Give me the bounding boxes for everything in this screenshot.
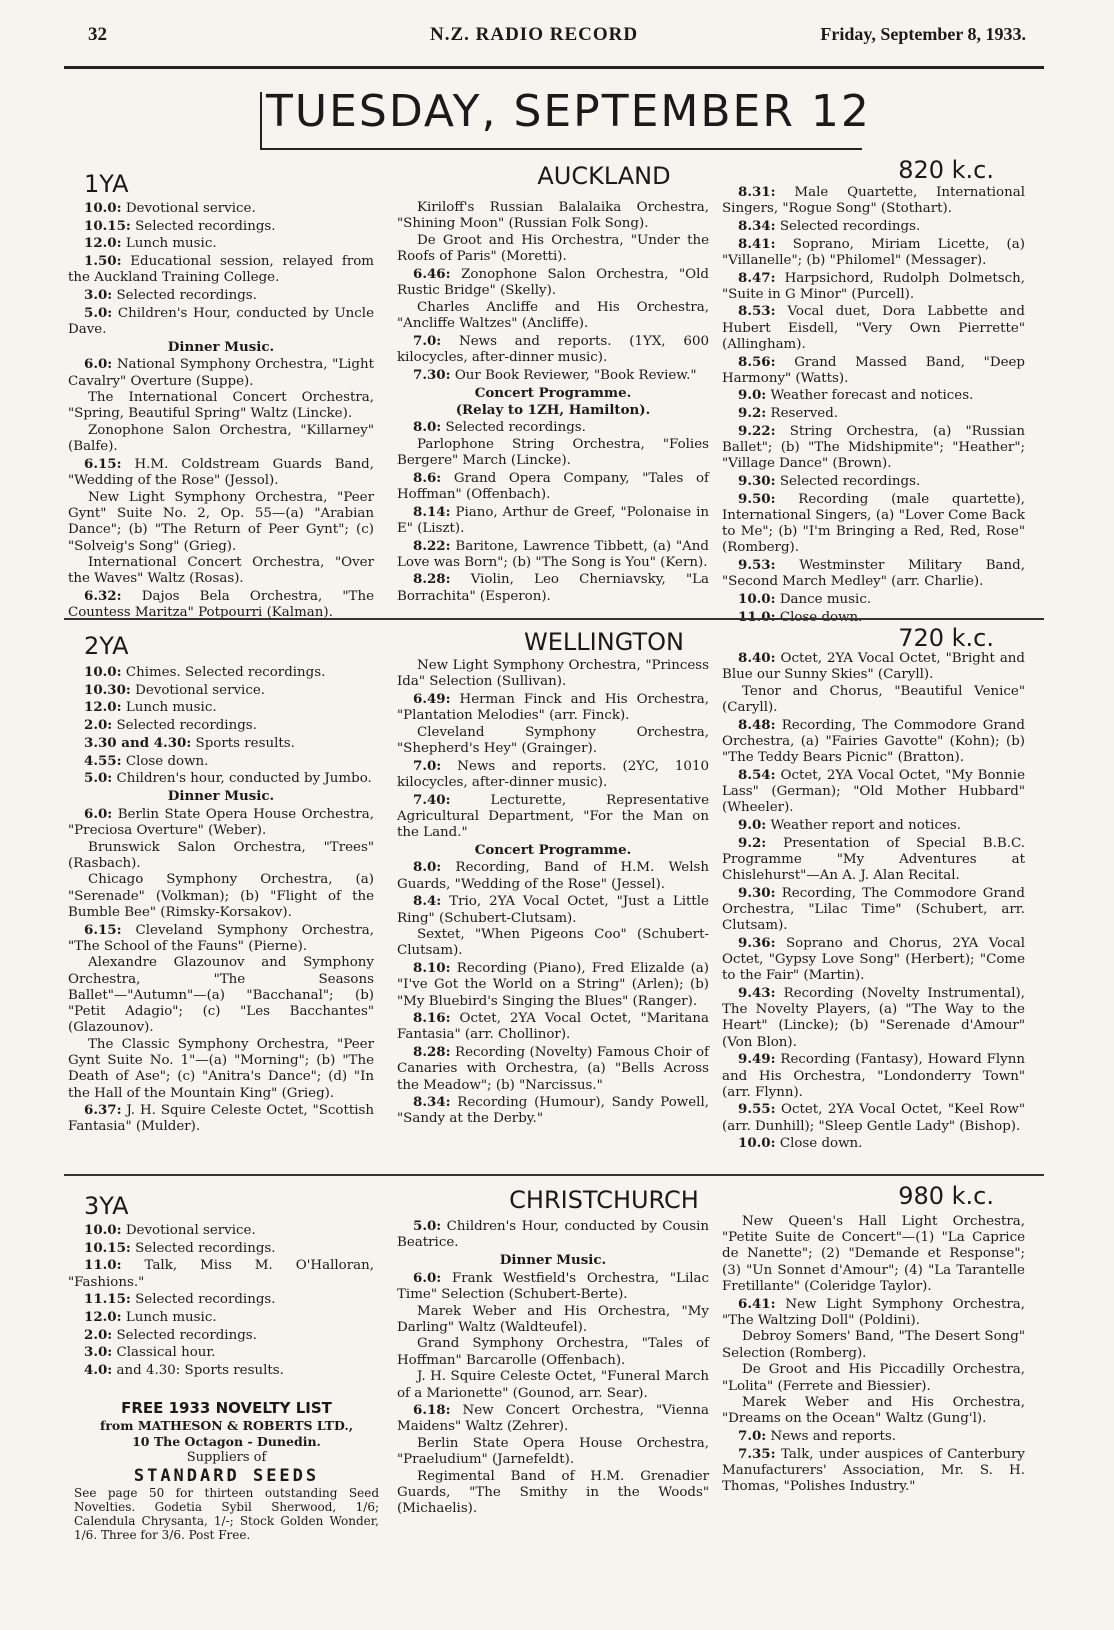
program-item: [68, 287, 374, 304]
program-time: 1.50:: [84, 253, 122, 270]
program-item: [68, 1240, 374, 1257]
section-divider: [64, 618, 1044, 620]
program-time: 8.6:: [413, 469, 442, 486]
program-time: 10.0:: [738, 590, 776, 607]
program-description: Zonophone Salon Orchestra, "Old Rustic Bridge" (Skelly).: [397, 266, 709, 299]
seed-advertisement: [74, 1400, 379, 1542]
ad-suppliers-line: Suppliers of: [186, 1450, 267, 1465]
program-item: [68, 1102, 374, 1135]
program-description: Soprano and Chorus, 2YA Vocal Octet, "Gypsy Love Song" (Herbert); "Come to the Fair" (Martin).: [722, 935, 1025, 984]
program-column: [722, 650, 1025, 1153]
program-description: Octet, 2YA Vocal Octet, "Bright and Blue our Sunny Skies" (Caryll).: [722, 651, 1025, 683]
program-description: Grand Massed Band, "Deep Harmony" (Watts).: [722, 354, 1025, 386]
program-item: [722, 717, 1025, 767]
program-time: 8.48:: [738, 716, 776, 733]
program-description: Close down.: [775, 609, 863, 625]
program-description: Recording (male quartette), International Singers, (a) "Lover Come Back to Me"; (b) "I'm Bringing a Red, Red, Rose" (Romberg).: [722, 491, 1025, 556]
program-description: Frank Westfield's Orchestra, "Lilac Time" Selection (Schubert-Berte).: [397, 1270, 709, 1302]
program-description: Devotional service.: [121, 1223, 256, 1238]
program-item: [397, 1044, 709, 1094]
program-item: [722, 985, 1025, 1051]
program-item: [397, 1402, 709, 1435]
program-item: [722, 767, 1025, 817]
publication-name: N.Z. RADIO RECORD: [430, 24, 639, 45]
program-description: Presentation of Special B.B.C. Programme "My Adventures at Chislehurst"—An A. J. Alan Recital.: [722, 835, 1025, 884]
program-description: Baritone, Lawrence Tibbett, (a) "And Love was Born"; (b) "The Song is You" (Kern).: [397, 538, 709, 570]
program-item: [68, 588, 374, 621]
program-description: Selected recordings.: [112, 718, 257, 734]
program-item: New Light Symphony Orchestra, "Princess Ida" Selection (Sullivan).: [397, 658, 709, 690]
ad-headline: FREE 1933 NOVELTY LIST: [121, 1399, 332, 1417]
program-description: Piano, Arthur de Greef, "Polonaise in E" (Liszt).: [397, 504, 709, 536]
program-item: [68, 922, 374, 955]
program-description: Harpsichord, Rudolph Dolmetsch, "Suite in G Minor" (Purcell).: [722, 270, 1025, 302]
program-item: Tenor and Chorus, "Beautiful Venice" (Caryll).: [722, 683, 1025, 716]
program-item: [397, 1218, 709, 1251]
program-description: Children's Hour, conducted by Uncle Dave.: [68, 305, 374, 337]
program-description: New Light Symphony Orchestra, "The Waltzing Doll" (Poldini).: [722, 1296, 1025, 1328]
program-description: Soprano, Miriam Licette, (a) "Villanelle"; (b) "Philomel" (Messager).: [722, 236, 1025, 268]
program-item: [68, 664, 374, 681]
program-item: [397, 1010, 709, 1043]
program-description: Dance music.: [775, 591, 872, 607]
program-column: [722, 184, 1025, 626]
program-item: [722, 1051, 1025, 1101]
program-item: [722, 1135, 1025, 1152]
program-subheading: Concert Programme.: [474, 842, 632, 859]
program-time: 3.30 and 4.30:: [84, 734, 192, 751]
program-description: Our Book Reviewer, "Book Review.": [450, 367, 697, 383]
program-item: [68, 253, 374, 286]
program-time: 9.0:: [738, 817, 767, 834]
program-item: Grand Symphony Orchestra, "Tales of Hoffman" Barcarolle (Offenbach).: [397, 1336, 709, 1368]
program-time: 6.18:: [413, 1402, 451, 1419]
program-item: [68, 218, 374, 235]
program-description: Selected recordings.: [775, 218, 921, 234]
program-description: String Orchestra, (a) "Russian Ballet"; (b) "The Midshipmite"; "Heather"; "Village Dance" (Brown).: [722, 423, 1025, 472]
program-item: [722, 1446, 1025, 1496]
program-description: News and reports. (1YX, 600 kilocycles, after-dinner music).: [397, 333, 709, 365]
program-time: 6.49:: [413, 690, 451, 707]
program-time: 6.32:: [84, 588, 122, 605]
program-time: 7.0:: [413, 757, 442, 774]
program-description: Selected recordings.: [112, 288, 257, 304]
program-time: 2.0:: [84, 717, 113, 734]
program-item: [68, 456, 374, 489]
program-item: [397, 691, 709, 724]
ad-company: from MATHESON & ROBERTS LTD.,: [99, 1418, 354, 1433]
program-time: 10.0:: [84, 1222, 122, 1238]
program-time: 6.37:: [84, 1102, 122, 1119]
program-time: 9.43:: [738, 985, 776, 1002]
header-rule: [64, 66, 1044, 69]
program-time: 9.2:: [738, 405, 767, 422]
program-time: 8.22:: [413, 537, 451, 554]
program-item: [68, 1257, 374, 1290]
program-time: 7.0:: [738, 1428, 767, 1445]
station-frequency: 820 k.c.: [898, 156, 994, 184]
program-time: 11.0:: [84, 1257, 122, 1274]
program-time: 6.0:: [413, 1269, 442, 1286]
program-item: [68, 717, 374, 734]
program-item: [68, 1309, 374, 1326]
program-time: 9.50:: [738, 490, 776, 507]
program-time: 8.41:: [738, 235, 776, 252]
program-time: 4.55:: [84, 752, 122, 769]
program-description: Herman Finck and His Orchestra, "Plantation Melodies" (arr. Finck).: [397, 691, 709, 724]
program-description: News and reports.: [766, 1429, 897, 1445]
program-item: [68, 1291, 374, 1308]
program-description: Talk, under auspices of Canterbury Manufacturers' Association, Mr. S. H. Thomas, "Polishes Industry.": [722, 1446, 1025, 1495]
program-description: Recording (Novelty Instrumental), The Novelty Players, (a) "The Way to the Heart" (Lincke); (b) "Serenade d'Amour" (Von Blon).: [722, 986, 1025, 1050]
program-item: [722, 835, 1025, 885]
program-description: National Symphony Orchestra, "Light Cavalry" Overture (Suppe).: [68, 357, 374, 389]
program-description: Recording (Piano), Fred Elizalde (a) "I've Got the World on a String" (Arlen); (b) "My Bluebird's Singing the Blues" (Ranger).: [397, 961, 709, 1009]
program-description: Sports results.: [191, 735, 295, 751]
program-item: [397, 367, 709, 384]
program-item: Parlophone String Orchestra, "Folies Bergere" March (Lincke).: [397, 436, 709, 469]
program-time: 8.31:: [738, 184, 776, 200]
program-item: [722, 236, 1025, 269]
program-item: [68, 753, 374, 770]
program-description: Recording (Humour), Sandy Powell, "Sandy at the Derby.": [397, 1095, 709, 1127]
program-time: 6.41:: [738, 1295, 776, 1312]
program-time: 8.28:: [413, 1044, 451, 1061]
program-item: Sextet, "When Pigeons Coo" (Schubert-Clutsam).: [397, 927, 709, 959]
program-description: Reserved.: [766, 406, 839, 422]
program-description: Classical hour.: [112, 1345, 216, 1361]
program-description: Selected recordings.: [130, 1240, 276, 1256]
program-time: 7.40:: [413, 791, 451, 808]
program-description: Lunch music.: [121, 236, 217, 252]
program-description: Close down.: [121, 753, 209, 769]
program-time: 10.0:: [84, 200, 122, 216]
program-subheading: Dinner Music.: [167, 788, 275, 805]
program-time: 8.28:: [413, 571, 451, 588]
program-description: News and reports. (2YC, 1010 kilocycles, after-dinner music).: [397, 758, 709, 790]
station-city: CHRISTCHURCH: [509, 1186, 699, 1214]
program-description: Octet, 2YA Vocal Octet, "Keel Row" (arr. Dunhill); "Sleep Gentle Lady" (Bishop).: [722, 1102, 1025, 1134]
program-description: Male Quartette, International Singers, "Rogue Song" (Stothart).: [722, 185, 1025, 217]
program-item: Chicago Symphony Orchestra, (a) "Serenade" (Volkman); (b) "Flight of the Bumble Bee" (Rimsky-Korsakov).: [68, 872, 374, 920]
program-item: De Groot and His Piccadilly Orchestra, "Lolita" (Ferrete and Biessier).: [722, 1362, 1025, 1394]
program-time: 11.15:: [84, 1291, 131, 1308]
program-time: 12.0:: [84, 1309, 122, 1326]
program-item: [397, 758, 709, 791]
program-item: [68, 770, 374, 787]
program-time: 8.4:: [413, 893, 442, 910]
program-description: J. H. Squire Celeste Octet, "Scottish Fantasia" (Mulder).: [68, 1103, 374, 1135]
program-time: 8.0:: [413, 859, 442, 876]
program-item: [722, 218, 1025, 235]
program-item: [722, 650, 1025, 683]
program-description: Weather report and notices.: [766, 818, 962, 834]
station-city: WELLINGTON: [524, 628, 684, 656]
program-time: 9.22:: [738, 422, 776, 439]
program-item: Debroy Somers' Band, "The Desert Song" Selection (Romberg).: [722, 1329, 1025, 1361]
program-time: 9.30:: [738, 884, 776, 901]
program-description: Devotional service.: [130, 682, 266, 698]
program-description: Berlin State Opera House Orchestra, "Preciosa Overture" (Weber).: [68, 806, 374, 838]
program-item: [397, 893, 709, 926]
program-item: [68, 699, 374, 716]
program-time: 10.15:: [84, 1239, 131, 1256]
program-time: 6.15:: [84, 456, 122, 473]
program-item: [397, 1094, 709, 1127]
program-description: Recording, The Commodore Grand Orchestra, "Lilac Time" (Schubert, arr. Clutsam).: [722, 885, 1025, 934]
program-description: New Concert Orchestra, "Vienna Maidens" Waltz (Zehrer).: [397, 1403, 709, 1435]
program-item: [722, 557, 1025, 590]
program-item: [397, 470, 709, 503]
program-subheading: (Relay to 1ZH, Hamilton).: [455, 401, 651, 418]
program-time: 7.30:: [413, 366, 451, 383]
program-time: 9.30:: [738, 472, 776, 489]
day-title-frame: [260, 86, 871, 150]
ad-offer: See page 50 for thirteen outstanding Seed Novelties. Godetia Sybil Sherwood, 1/6; Calendula Chrysanta, 1/-; Stock Golden Wonder, 1/6. Three for 3/6. Post Free.: [74, 1486, 379, 1542]
program-column: [397, 200, 709, 605]
program-time: 11.0:: [738, 608, 776, 625]
program-item: [397, 571, 709, 604]
program-item: [68, 806, 374, 839]
program-time: 8.34:: [413, 1094, 451, 1111]
program-item: [68, 682, 374, 699]
program-item: New Light Symphony Orchestra, "Peer Gynt" Suite No. 2, Op. 55—(a) "Arabian Dance"; (b) "The Return of Peer Gynt"; (c) "Solveig's Song" (Grieg).: [68, 489, 374, 554]
program-item: J. H. Squire Celeste Octet, "Funeral March of a Marionette" (Gounod, arr. Sear).: [397, 1369, 709, 1401]
program-item: The Classic Symphony Orchestra, "Peer Gynt Suite No. 1"—(a) "Morning"; (b) "The Death of Ase"; (c) "Anitra's Dance"; (d) "In the Hall of the Mountain King" (Grieg).: [68, 1036, 374, 1101]
station-call-sign: 3YA: [84, 1192, 129, 1220]
station-call-sign: 1YA: [84, 170, 129, 198]
program-time: 9.49:: [738, 1051, 776, 1068]
program-column: [397, 1218, 709, 1518]
program-item: Alexandre Glazounov and Symphony Orchestra, "The Seasons Ballet"—"Autumn"—(a) "Bacchanal"; (b) "Petit Adagio"; (c) "Les Bacchantes" (Glazounov).: [68, 955, 374, 1036]
program-time: 9.55:: [738, 1101, 776, 1118]
program-item: [397, 419, 709, 436]
program-description: Recording (Fantasy), Howard Flynn and His Orchestra, "Londonderry Town" (arr. Flynn).: [722, 1052, 1025, 1100]
program-item: Brunswick Salon Orchestra, "Trees" (Rasbach).: [68, 839, 374, 871]
program-item: [397, 960, 709, 1010]
station-frequency: 720 k.c.: [898, 624, 994, 652]
program-time: 8.54:: [738, 766, 776, 783]
program-item: [722, 1296, 1025, 1329]
program-time: 9.53:: [738, 556, 776, 573]
section-divider: [64, 1174, 1044, 1176]
program-description: Talk, Miss M. O'Halloran, "Fashions.": [68, 1258, 374, 1290]
program-item: [397, 538, 709, 571]
program-description: Selected recordings.: [441, 420, 586, 436]
program-item: [722, 387, 1025, 404]
program-description: Westminster Military Band, "Second March Medley" (arr. Charlie).: [722, 557, 1025, 590]
program-item: [722, 354, 1025, 387]
program-time: 8.10:: [413, 960, 451, 977]
program-description: Devotional service.: [121, 201, 256, 216]
program-description: Children's Hour, conducted by Cousin Beatrice.: [397, 1219, 709, 1251]
program-description: Dajos Bela Orchestra, "The Countess Maritza" Potpourri (Kalman).: [68, 589, 374, 621]
ad-address: 10 The Octagon - Dunedin.: [132, 1434, 321, 1449]
station-city: AUCKLAND: [537, 162, 671, 190]
program-column: [68, 664, 374, 1136]
program-time: 9.2:: [738, 834, 767, 851]
program-description: Vocal duet, Dora Labbette and Hubert Eisdell, "Very Own Pierrette" (Allingham).: [722, 304, 1025, 352]
program-time: 9.0:: [738, 387, 767, 404]
program-item: [68, 735, 374, 752]
page-header: [64, 20, 1044, 52]
program-time: 10.30:: [84, 681, 131, 698]
program-time: 10.15:: [84, 217, 131, 234]
program-description: Children's hour, conducted by Jumbo.: [112, 771, 372, 787]
program-time: 12.0:: [84, 699, 122, 716]
program-item: [722, 491, 1025, 557]
program-item: Cleveland Symphony Orchestra, "Shepherd's Hey" (Grainger).: [397, 724, 709, 757]
program-description: Selected recordings.: [130, 1292, 276, 1308]
program-description: Weather forecast and notices.: [766, 388, 974, 404]
program-time: 7.35:: [738, 1445, 776, 1462]
program-description: Octet, 2YA Vocal Octet, "Maritana Fantasia" (arr. Chollinor).: [397, 1011, 709, 1043]
program-item: [397, 1270, 709, 1303]
station-frequency: 980 k.c.: [898, 1182, 994, 1210]
program-description: Trio, 2YA Vocal Octet, "Just a Little Ring" (Schubert-Clutsam).: [397, 894, 709, 926]
program-item: [397, 266, 709, 299]
program-item: [68, 356, 374, 389]
program-time: 10.0:: [84, 664, 122, 680]
program-time: 3.0:: [84, 287, 113, 304]
program-item: De Groot and His Orchestra, "Under the Roofs of Paris" (Moretti).: [397, 232, 709, 265]
program-item: [68, 1222, 374, 1239]
program-description: Selected recordings.: [775, 473, 921, 489]
program-description: Violin, Leo Cherniavsky, "La Borrachita" (Esperon).: [397, 572, 709, 604]
program-time: 8.40:: [738, 650, 776, 666]
program-description: Cleveland Symphony Orchestra, "The School of the Fauns" (Pierne).: [68, 922, 374, 954]
program-time: 3.0:: [84, 1344, 113, 1361]
program-item: [397, 333, 709, 366]
program-item: [722, 817, 1025, 834]
program-time: 8.34:: [738, 217, 776, 234]
program-item: Zonophone Salon Orchestra, "Killarney" (Balfe).: [68, 423, 374, 455]
program-description: H.M. Coldstream Guards Band, "Wedding of the Rose" (Jessol).: [68, 457, 374, 489]
program-time: 9.36:: [738, 934, 776, 951]
program-time: 12.0:: [84, 235, 122, 252]
program-time: 6.0:: [84, 356, 113, 373]
program-item: Berlin State Opera House Orchestra, "Praeludium" (Jarnefeldt).: [397, 1436, 709, 1468]
program-item: New Queen's Hall Light Orchestra, "Petite Suite de Concert"—(1) "La Caprice de Nanette"; (2) "Demande et Response"; (3) "Un Sonnet d'Amour"; (4) "La Tarantelle Fretillante" (Coleridge Taylor).: [722, 1214, 1025, 1294]
program-item: [397, 504, 709, 537]
program-description: Grand Opera Company, "Tales of Hoffman" (Offenbach).: [397, 470, 709, 502]
program-time: 6.46:: [413, 265, 451, 282]
program-description: Recording, Band of H.M. Welsh Guards, "Wedding of the Rose" (Jessel).: [397, 860, 709, 892]
program-description: Recording (Novelty) Famous Choir of Canaries with Orchestra, (a) "Bells Across the Meadow"; (b) "Narcissus.": [397, 1045, 709, 1093]
program-time: 5.0:: [413, 1218, 442, 1234]
program-time: 4.0:: [84, 1362, 113, 1379]
program-time: 6.0:: [84, 805, 113, 822]
program-description: Educational session, relayed from the Auckland Training College.: [68, 254, 374, 286]
program-item: [722, 270, 1025, 303]
program-item: [68, 1327, 374, 1344]
program-item: [397, 859, 709, 892]
program-item: [68, 200, 374, 217]
program-time: 8.47:: [738, 269, 776, 286]
program-column: [722, 1214, 1025, 1496]
program-description: Close down.: [775, 1136, 863, 1152]
program-subheading: Concert Programme.: [474, 384, 632, 401]
program-time: 7.0:: [413, 332, 442, 349]
issue-date: Friday, September 8, 1933.: [820, 24, 1026, 44]
program-time: 8.0:: [413, 419, 442, 436]
program-subheading: Dinner Music.: [167, 339, 275, 356]
program-time: 8.16:: [413, 1010, 451, 1027]
program-description: Selected recordings.: [130, 218, 276, 234]
program-time: 5.0:: [84, 304, 113, 321]
program-description: Selected recordings.: [112, 1327, 257, 1343]
program-column: [68, 200, 374, 622]
program-time: 8.53:: [738, 303, 776, 320]
program-item: [722, 423, 1025, 473]
station-call-sign: 2YA: [84, 632, 129, 660]
ad-product: STANDARD SEEDS: [133, 1466, 320, 1486]
program-description: and 4.30: Sports results.: [112, 1363, 284, 1379]
program-column: [397, 658, 709, 1128]
program-item: Marek Weber and His Orchestra, "My Darling" Waltz (Waldteufel).: [397, 1303, 709, 1335]
program-description: Recording, The Commodore Grand Orchestra, (a) "Fairies Gavotte" (Kohn); (b) "The Teddy Bears Picnic" (Bratton).: [722, 717, 1025, 766]
program-description: Octet, 2YA Vocal Octet, "My Bonnie Lass" (German); "Old Mother Hubbard" (Wheeler).: [722, 767, 1025, 816]
program-time: 10.0:: [738, 1135, 776, 1152]
program-time: 2.0:: [84, 1326, 113, 1343]
program-item: Regimental Band of H.M. Grenadier Guards, "The Smithy in the Woods" (Michaelis).: [397, 1469, 709, 1517]
program-description: Lecturette, Representative Agricultural Department, "For the Man on the Land.": [397, 792, 709, 841]
program-time: 5.0:: [84, 770, 113, 787]
program-item: [722, 885, 1025, 935]
program-item: [722, 1428, 1025, 1445]
program-item: [722, 591, 1025, 608]
program-time: 8.56:: [738, 353, 776, 370]
program-description: Lunch music.: [121, 700, 217, 716]
program-item: [68, 1362, 374, 1379]
program-item: Marek Weber and His Orchestra, "Dreams on the Ocean" Waltz (Gung'l).: [722, 1395, 1025, 1427]
program-item: International Concert Orchestra, "Over the Waves" Waltz (Rosas).: [68, 555, 374, 587]
program-subheading: Dinner Music.: [499, 1252, 607, 1269]
program-item: [68, 1344, 374, 1361]
program-column: [68, 1222, 374, 1380]
page-number: 32: [88, 24, 107, 45]
program-time: 6.15:: [84, 921, 122, 938]
program-item: [722, 935, 1025, 985]
program-time: 8.14:: [413, 503, 451, 520]
program-item: [722, 405, 1025, 422]
program-item: Charles Ancliffe and His Orchestra, "Ancliffe Waltzes" (Ancliffe).: [397, 299, 709, 331]
program-item: [722, 473, 1025, 490]
program-item: The International Concert Orchestra, "Spring, Beautiful Spring" Waltz (Lincke).: [68, 390, 374, 422]
program-item: Kiriloff's Russian Balalaika Orchestra, "Shining Moon" (Russian Folk Song).: [397, 200, 709, 232]
program-item: [722, 303, 1025, 353]
program-item: [722, 1101, 1025, 1134]
program-item: [722, 184, 1025, 217]
day-title: TUESDAY, SEPTEMBER 12: [266, 86, 871, 137]
program-item: [68, 305, 374, 338]
program-description: Lunch music.: [121, 1310, 217, 1326]
program-item: [397, 792, 709, 842]
program-description: Chimes. Selected recordings.: [121, 665, 326, 680]
program-item: [68, 235, 374, 252]
